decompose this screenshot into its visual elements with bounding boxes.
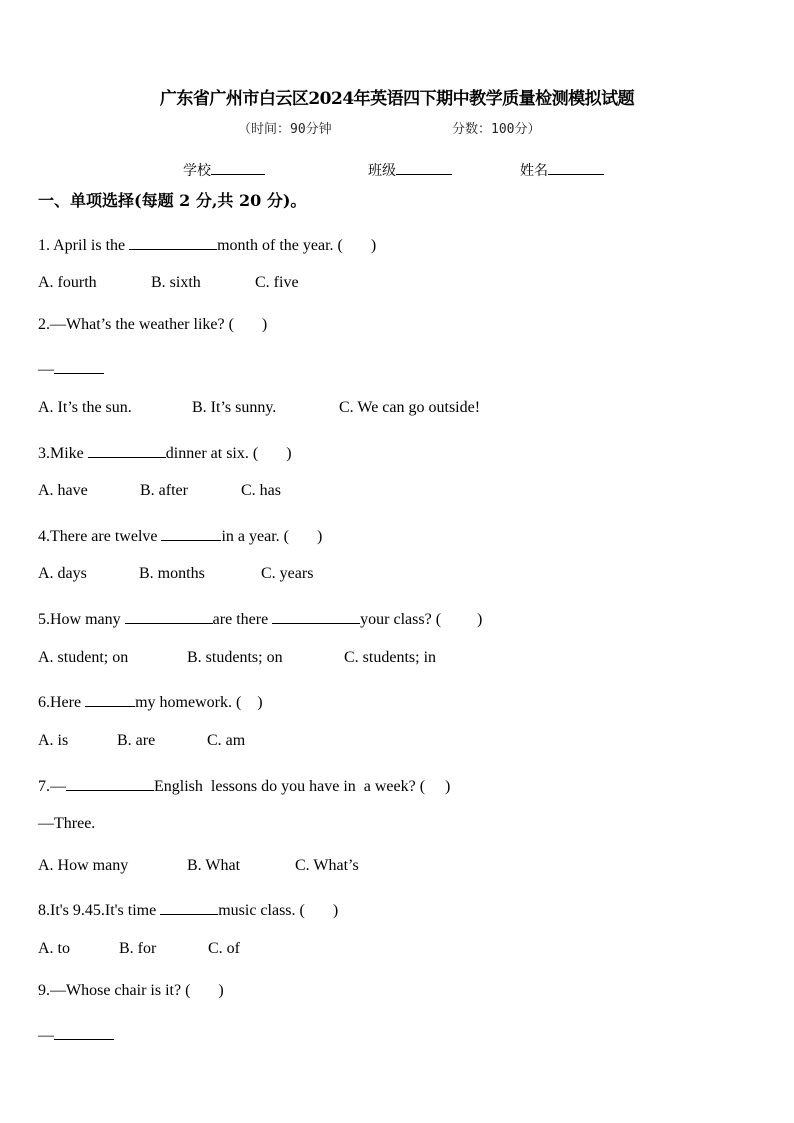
question-text: English lessons do you have in a week? ( ) xyxy=(154,778,451,795)
question-text: 8.It's 9.45.It's time xyxy=(38,902,161,919)
school-label: 学校 xyxy=(183,163,211,179)
option-a: A. is xyxy=(38,732,69,749)
option-a: A. to xyxy=(38,940,70,957)
options-3 xyxy=(38,482,281,500)
question-text: 9.—Whose chair is it? ( ) xyxy=(38,982,224,999)
option-c: C. students; in xyxy=(344,649,437,666)
question-text: my homework. ( ) xyxy=(135,694,263,711)
option-b: B. for xyxy=(119,940,157,957)
question-text: month of the year. ( ) xyxy=(217,237,377,254)
question-text: 4.There are twelve xyxy=(38,528,162,545)
reply-dash: — xyxy=(38,1027,54,1044)
question-7 xyxy=(38,774,450,796)
question-text: 5.How many xyxy=(38,611,125,628)
option-c: C. five xyxy=(255,274,299,291)
option-b: B. What xyxy=(187,857,241,874)
question-text: dinner at six. ( ) xyxy=(165,445,292,462)
school-blank xyxy=(211,160,265,175)
option-b: B. months xyxy=(139,565,205,582)
exam-title: 广东省广州市白云区2024年英语四下期中教学质量检测模拟试题 xyxy=(159,89,635,109)
question-text: are there xyxy=(212,611,273,628)
question-text: 1. April is the xyxy=(38,237,130,254)
reply-text: —Three. xyxy=(38,815,96,832)
option-a: A. student; on xyxy=(38,649,129,666)
option-c: C. am xyxy=(207,732,246,749)
school-field xyxy=(183,160,265,180)
options-5 xyxy=(38,649,436,667)
question-text: 2.—What’s the weather like? ( ) xyxy=(38,316,268,333)
answer-blank xyxy=(272,607,360,624)
answer-blank xyxy=(160,898,218,915)
reply-7 xyxy=(38,815,95,833)
option-b: B. sixth xyxy=(151,274,201,291)
name-blank xyxy=(548,160,604,175)
question-text: your class? ( ) xyxy=(360,611,483,628)
reply-dash: — xyxy=(38,361,54,378)
answer-blank xyxy=(125,607,213,624)
answer-blank xyxy=(161,524,221,541)
name-field xyxy=(520,160,604,180)
section-title: 一、单项选择(每题 2 分,共 20 分)。 xyxy=(38,191,307,210)
reply-2 xyxy=(38,357,104,379)
option-c: C. has xyxy=(241,482,281,499)
option-a: A. have xyxy=(38,482,88,499)
name-label: 姓名 xyxy=(520,163,548,179)
option-b: B. It’s sunny. xyxy=(192,399,277,416)
option-b: B. are xyxy=(117,732,156,749)
option-b: B. students; on xyxy=(187,649,283,666)
question-6 xyxy=(38,690,263,712)
question-4 xyxy=(38,524,322,546)
answer-blank xyxy=(54,357,104,374)
options-7 xyxy=(38,857,359,875)
reply-9 xyxy=(38,1023,114,1045)
answer-blank xyxy=(66,774,154,791)
options-8 xyxy=(38,940,240,958)
option-c: C. We can go outside! xyxy=(339,399,481,416)
options-6 xyxy=(38,732,245,750)
option-a: A. fourth xyxy=(38,274,97,291)
options-4 xyxy=(38,565,313,583)
option-c: C. of xyxy=(208,940,240,957)
options-2 xyxy=(38,399,480,417)
question-text: music class. ( ) xyxy=(218,902,339,919)
class-field xyxy=(368,160,452,180)
option-b: B. after xyxy=(140,482,188,499)
option-a: A. How many xyxy=(38,857,129,874)
answer-blank xyxy=(129,233,217,250)
question-8 xyxy=(38,898,338,920)
answer-blank xyxy=(54,1023,114,1040)
exam-score: 分数：100分） xyxy=(452,122,541,137)
exam-time: （时间：90分钟 xyxy=(238,122,332,137)
question-3 xyxy=(38,441,292,463)
question-1 xyxy=(38,233,376,255)
option-c: C. years xyxy=(261,565,314,582)
class-label: 班级 xyxy=(368,163,396,179)
option-a: A. days xyxy=(38,565,87,582)
question-9 xyxy=(38,982,224,1000)
question-5 xyxy=(38,607,482,629)
question-text: 6.Here xyxy=(38,694,86,711)
question-2 xyxy=(38,316,267,334)
options-1 xyxy=(38,274,299,292)
question-text: 7.— xyxy=(38,778,66,795)
option-a: A. It’s the sun. xyxy=(38,399,132,416)
answer-blank xyxy=(88,441,166,458)
class-blank xyxy=(396,160,452,175)
option-c: C. What’s xyxy=(295,857,359,874)
question-text: 3.Mike xyxy=(38,445,88,462)
answer-blank xyxy=(85,690,135,707)
question-text: in a year. ( ) xyxy=(221,528,323,545)
